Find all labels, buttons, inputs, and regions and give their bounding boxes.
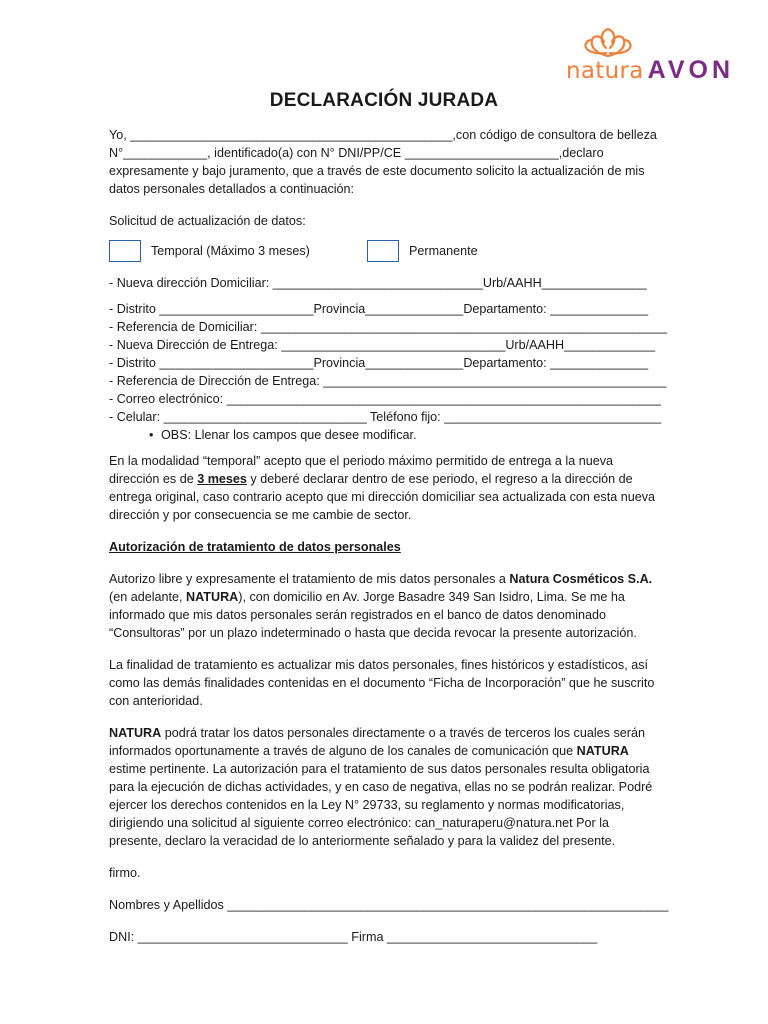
logo-wordmark: [566, 56, 734, 85]
field-nueva-direccion[interactable]: - Nueva dirección Domiciliar: ______________________________Urb/AAHH_______________: [109, 276, 647, 290]
field-dni-firma[interactable]: DNI: ______________________________ Firma ______________________________: [109, 930, 598, 944]
avon-wordmark: AVON: [647, 56, 734, 84]
obs-text: OBS: Llenar los campos que desee modificar.: [161, 428, 417, 442]
update-type-options: [109, 240, 659, 268]
permanente-label: Permanente: [409, 244, 478, 258]
field-referencia-entrega[interactable]: - Referencia de Dirección de Entrega: _________________________________________________: [109, 374, 667, 388]
authorization-title: Autorización de tratamiento de datos personales: [109, 540, 401, 554]
obs-note: [109, 426, 659, 444]
request-label: Solicitud de actualización de datos:: [109, 214, 306, 228]
field-nueva-direccion-entrega[interactable]: - Nueva Dirección de Entrega: ________________________________Urb/AAHH_____________: [109, 338, 656, 352]
permanente-checkbox[interactable]: [367, 240, 399, 262]
three-months-highlight: 3 meses: [197, 472, 247, 486]
firmo-label: firmo.: [109, 866, 141, 880]
authorization-paragraph-1: Autorizo libre y expresamente el tratamiento de mis datos personales a Natura Cosméticos S.A. (en adelante, NATURA), con domicilio en Av. Jorge Basadre 349 San Isidro, Lima. Se me ha informado que mis datos personales serán registrados en el banco de datos denominado “Consultoras” por un plazo indeterminado o hasta que decida revocar la presente autorización.: [109, 572, 653, 640]
field-nombres-apellidos[interactable]: Nombres y Apellidos _______________________________________________________________: [109, 898, 669, 912]
temporal-paragraph: En la modalidad “temporal” acepto que el periodo máximo permitido de entrega a la nueva dirección es de 3 meses y deberé declarar dentro de ese periodo, el regreso a la dirección de entrega original, caso contrario acepto que mi dirección domiciliar sea actualizada con esta nueva dirección y por consecuencia se me cambie de sector.: [109, 454, 656, 522]
temporal-checkbox[interactable]: [109, 240, 141, 262]
bullet-icon: •: [149, 428, 154, 442]
field-celular-telefono[interactable]: - Celular: _____________________________ Teléfono fijo: _______________________________: [109, 410, 662, 424]
authorization-paragraph-3: NATURA podrá tratar los datos personales directamente o a través de terceros los cuales serán informados oportunamente a través de alguno de los canales de comunicación que NATURA estime pertinente. La autorización para el tratamiento de sus datos personales resulta obligatoria para la ejecución de dichas actividades, y en caso de negativa, ellas no se podrán realizar. Podré ejercer los derechos contenidos en la Ley N° 29733, su reglamento y normas modificatorias, dirigiendo una solicitud al siguiente correo electrónico: can_naturaperu@natura.net Por la presente, declaro la veracidad de lo anteriormente señalado y para la validez del presente.: [109, 726, 653, 848]
temporal-label: Temporal (Máximo 3 meses): [151, 244, 310, 258]
document-body: [109, 126, 669, 946]
page-title: DECLARACIÓN JURADA: [269, 90, 499, 111]
field-correo[interactable]: - Correo electrónico: ______________________________________________________________: [109, 392, 661, 406]
natura-flower-icon: [580, 26, 636, 60]
authorization-paragraph-2: La finalidad de tratamiento es actualizar mis datos personales, fines históricos y estadísticos, así como las demás finalidades contenidas en el documento “Ficha de Incorporación” que he suscrito con anterioridad.: [109, 658, 655, 708]
natura-avon-logo: [566, 26, 750, 86]
field-distrito-domicilio[interactable]: - Distrito ______________________Provincia______________Departamento: ______________: [109, 302, 649, 316]
field-distrito-entrega[interactable]: - Distrito ______________________Provincia______________Departamento: ______________: [109, 356, 649, 370]
intro-paragraph: Yo, ______________________________________________,con código de consultora de belleza N°____________, identificado(a) con N° DNI/PP/CE ______________________,declaro expresamente y bajo juramento, que a través de este documento solicito la actualización de mis datos personales detallados a continuación:: [109, 128, 657, 196]
natura-wordmark: natura: [566, 58, 644, 84]
field-referencia-domiciliar[interactable]: - Referencia de Domiciliar: __________________________________________________________: [109, 320, 668, 334]
